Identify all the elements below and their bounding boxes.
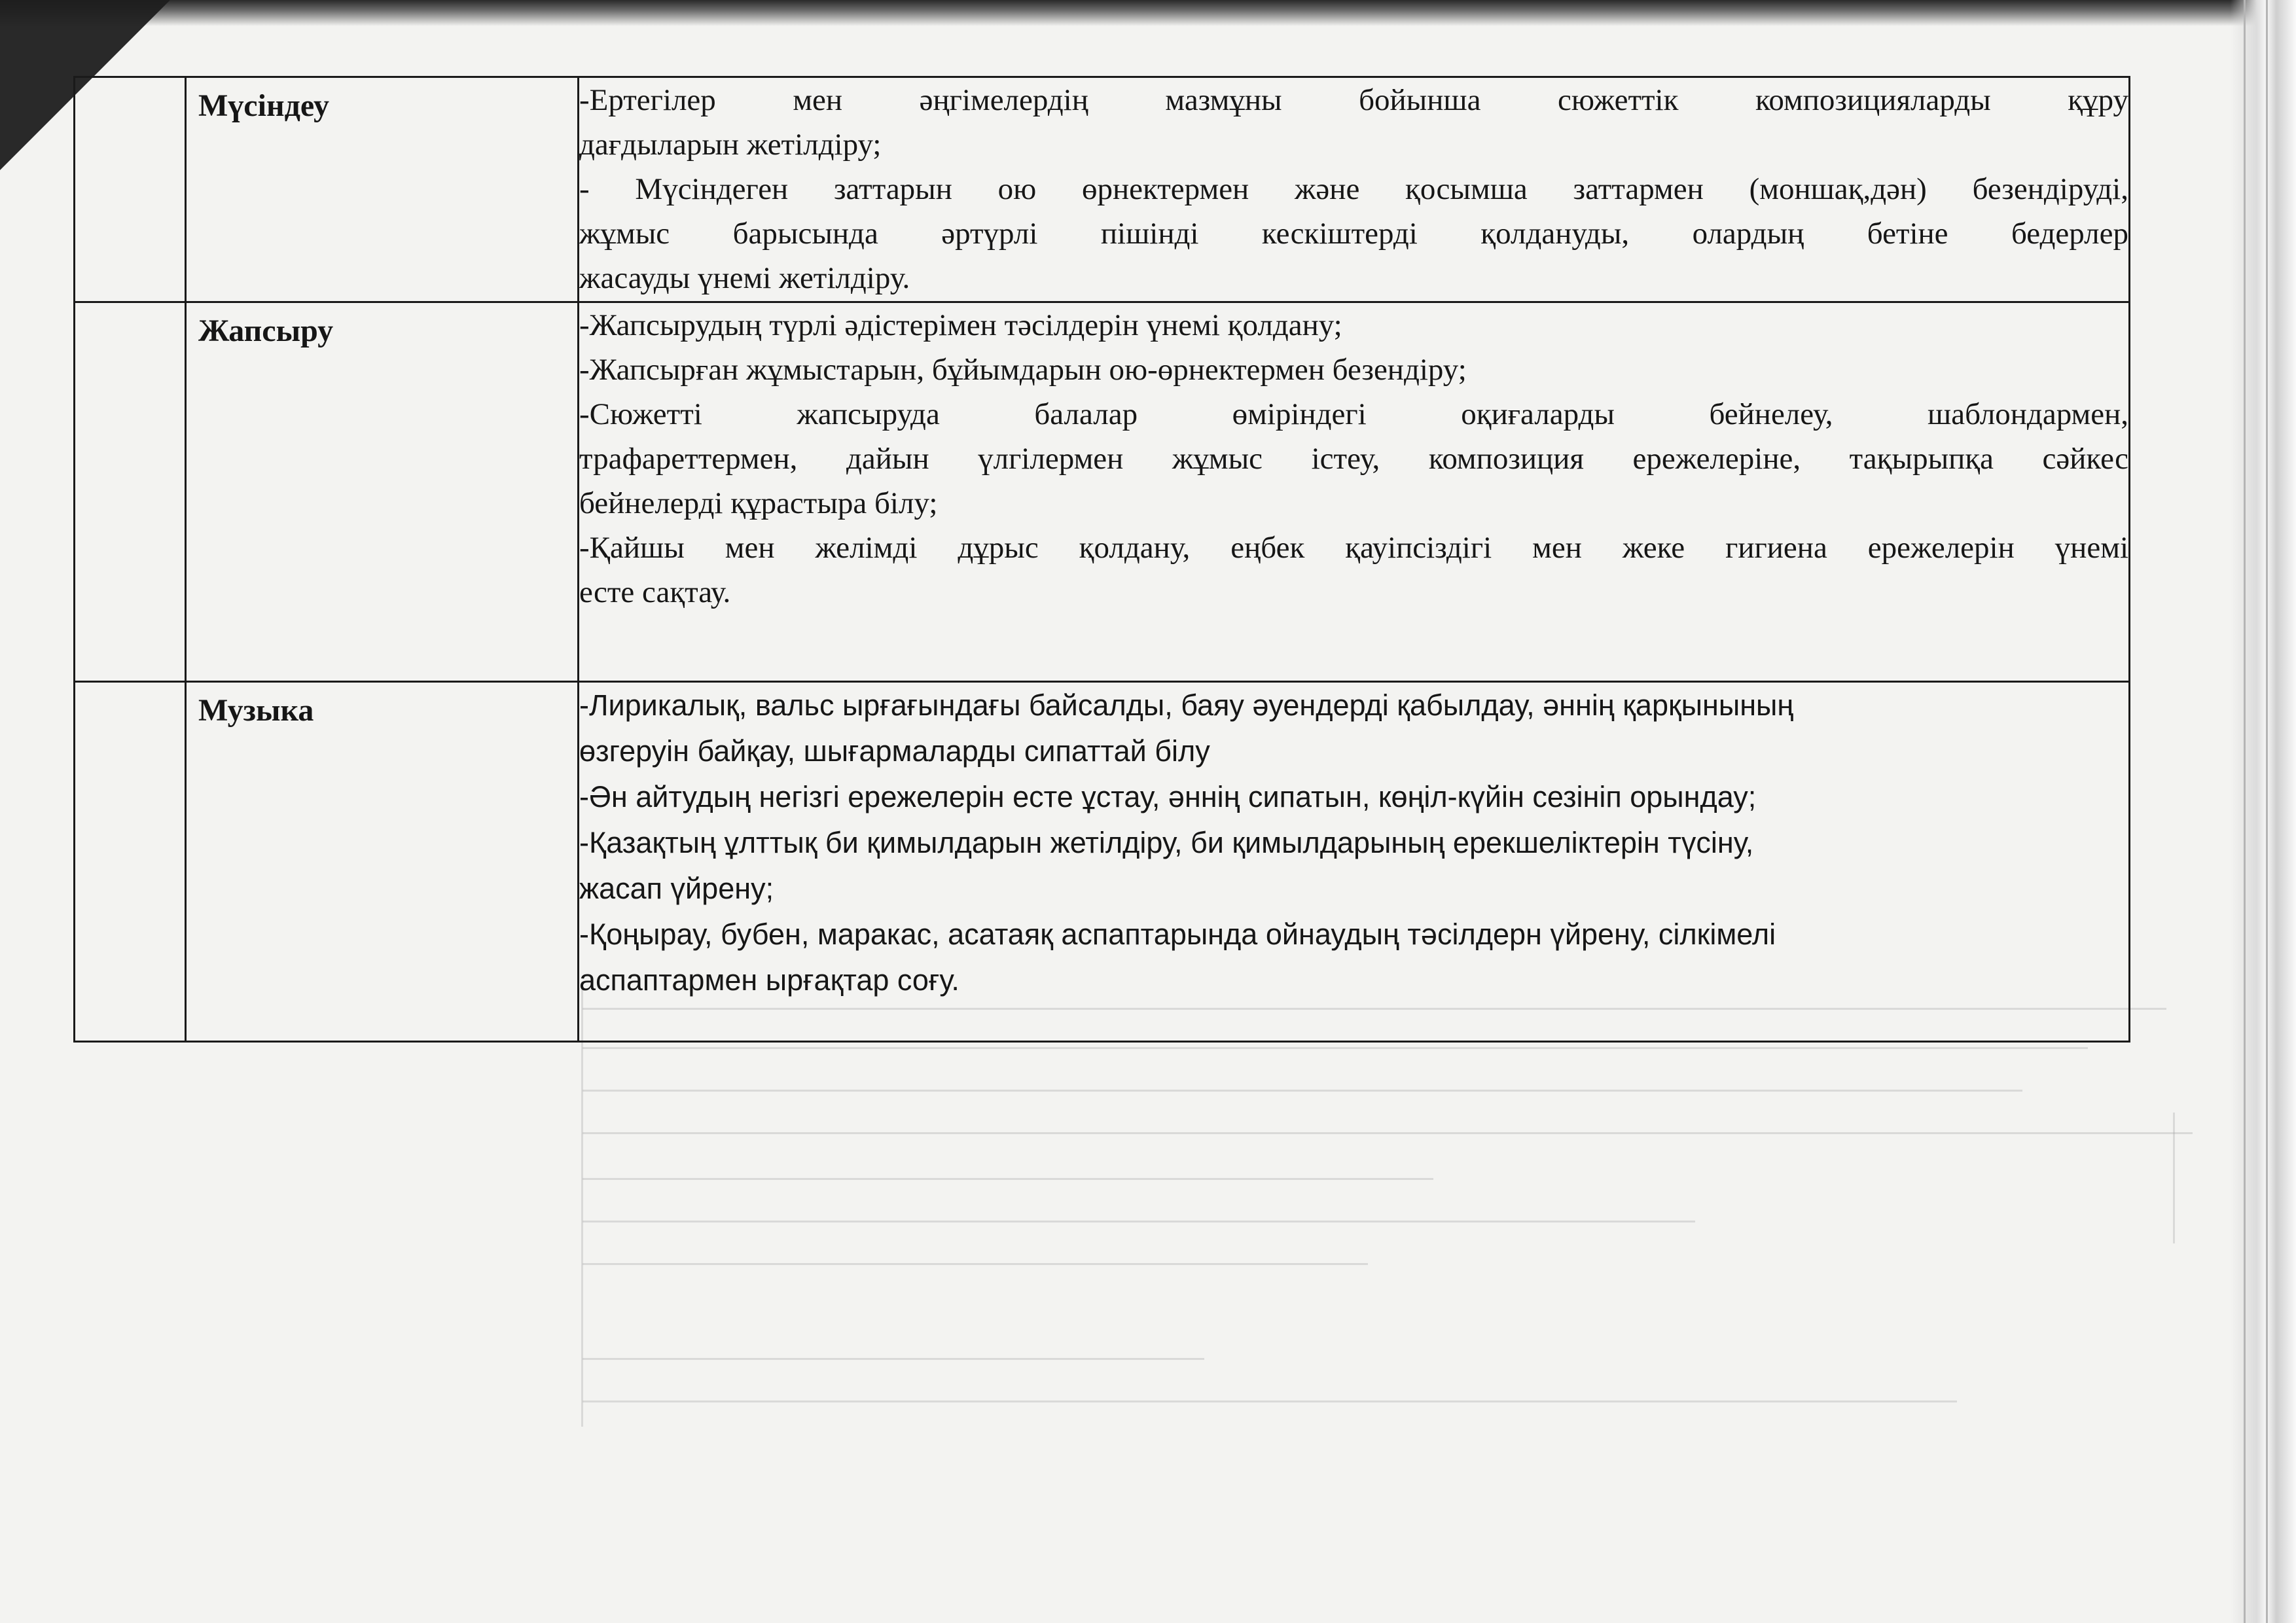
content-line: дағдыларын жетілдіру; [579, 128, 882, 162]
scan-shadow-top [0, 0, 2296, 26]
content-line: -Қоңырау, бубен, маракас, асатаяқ аспаптарында ойнаудың тәсілдерн үйрену, сілкімелі [579, 918, 1776, 951]
content-line: -Қайшы мен желімді дұрыс қолдану, еңбек қауіпсіздігі мен жеке гигиена ережелерін үнемі [579, 531, 2128, 565]
table-row [75, 77, 2130, 302]
blank-cell [75, 77, 186, 302]
blank-cell [75, 682, 186, 1042]
subject-cell [186, 302, 579, 682]
show-through-line [2173, 1113, 2175, 1243]
content-line: -Жапсырған жұмыстарын, бұйымдарын ою-өрнектермен безендіру; [579, 353, 1467, 387]
show-through-line [583, 1221, 1695, 1222]
curriculum-table [73, 76, 2130, 1043]
content-line: -Жапсырудың түрлі әдістерімен тәсілдерін үнемі қолдану; [579, 308, 1342, 342]
scan-edge-line [2266, 0, 2268, 1623]
content-line: бейнелерді құрастыра білу; [579, 486, 938, 520]
table-row [75, 682, 2130, 1042]
content-line: трафареттермен, дайын үлгілермен жұмыс істеу, композиция ережелеріне, тақырыпқа сәйкес [579, 442, 2128, 476]
scan-edge-line [2244, 0, 2246, 1623]
content-cell [579, 77, 2130, 302]
scan-page-edge [2231, 0, 2296, 1623]
show-through-line [581, 982, 583, 1427]
show-through-line [583, 1358, 1204, 1360]
show-through-line [583, 1090, 2022, 1092]
content-line: -Ертегілер мен әңгімелердің мазмұны бойынша сюжеттік композицияларды құру [579, 83, 2128, 117]
content-line: жасап үйрену; [579, 872, 774, 905]
content-line: жасауды үнемі жетілдіру. [579, 261, 910, 295]
content-line: - Мүсіндеген заттарын ою өрнектермен және қосымша заттармен (моншақ,дән) безендіруді, [579, 172, 2128, 206]
blank-cell [75, 302, 186, 682]
content-line: аспаптармен ырғақтар соғу. [579, 963, 960, 997]
show-through-line [583, 1263, 1368, 1265]
content-line: жұмыс барысында әртүрлі пішінді кескіштерді қолдануды, олардың бетіне бедерлер [579, 217, 2128, 251]
content-line: өзгеруін байқау, шығармаларды сипаттай білу [579, 734, 1210, 768]
content-line: -Ән айтудың негізгі ережелерін есте ұстау, әннің сипатын, көңіл-күйін сезініп орындау; [579, 780, 1757, 813]
show-through-line [583, 1400, 1957, 1402]
content-line: есте сақтау. [579, 575, 731, 609]
subject-cell [186, 682, 579, 1042]
subject-label: Мүсіндеу [198, 88, 329, 123]
show-through-line [583, 1132, 2193, 1134]
content-cell [579, 682, 2130, 1042]
subject-cell [186, 77, 579, 302]
subject-label: Музыка [198, 693, 314, 728]
subject-label: Жапсыру [198, 313, 334, 348]
content-cell [579, 302, 2130, 682]
content-line: -Лирикалық, вальс ырғағындағы байсалды, баяу әуендерді қабылдау, әннің қарқынының [579, 688, 1794, 722]
content-line: -Сюжетті жапсыруда балалар өміріндегі оқиғаларды бейнелеу, шаблондармен, [579, 397, 2128, 431]
content-line: -Қазақтың ұлттық би қимылдарын жетілдіру, би қимылдарының ерекшеліктерін түсіну, [579, 826, 1754, 859]
table-row [75, 302, 2130, 682]
show-through-line [583, 1047, 2088, 1049]
show-through-line [583, 1178, 1433, 1180]
